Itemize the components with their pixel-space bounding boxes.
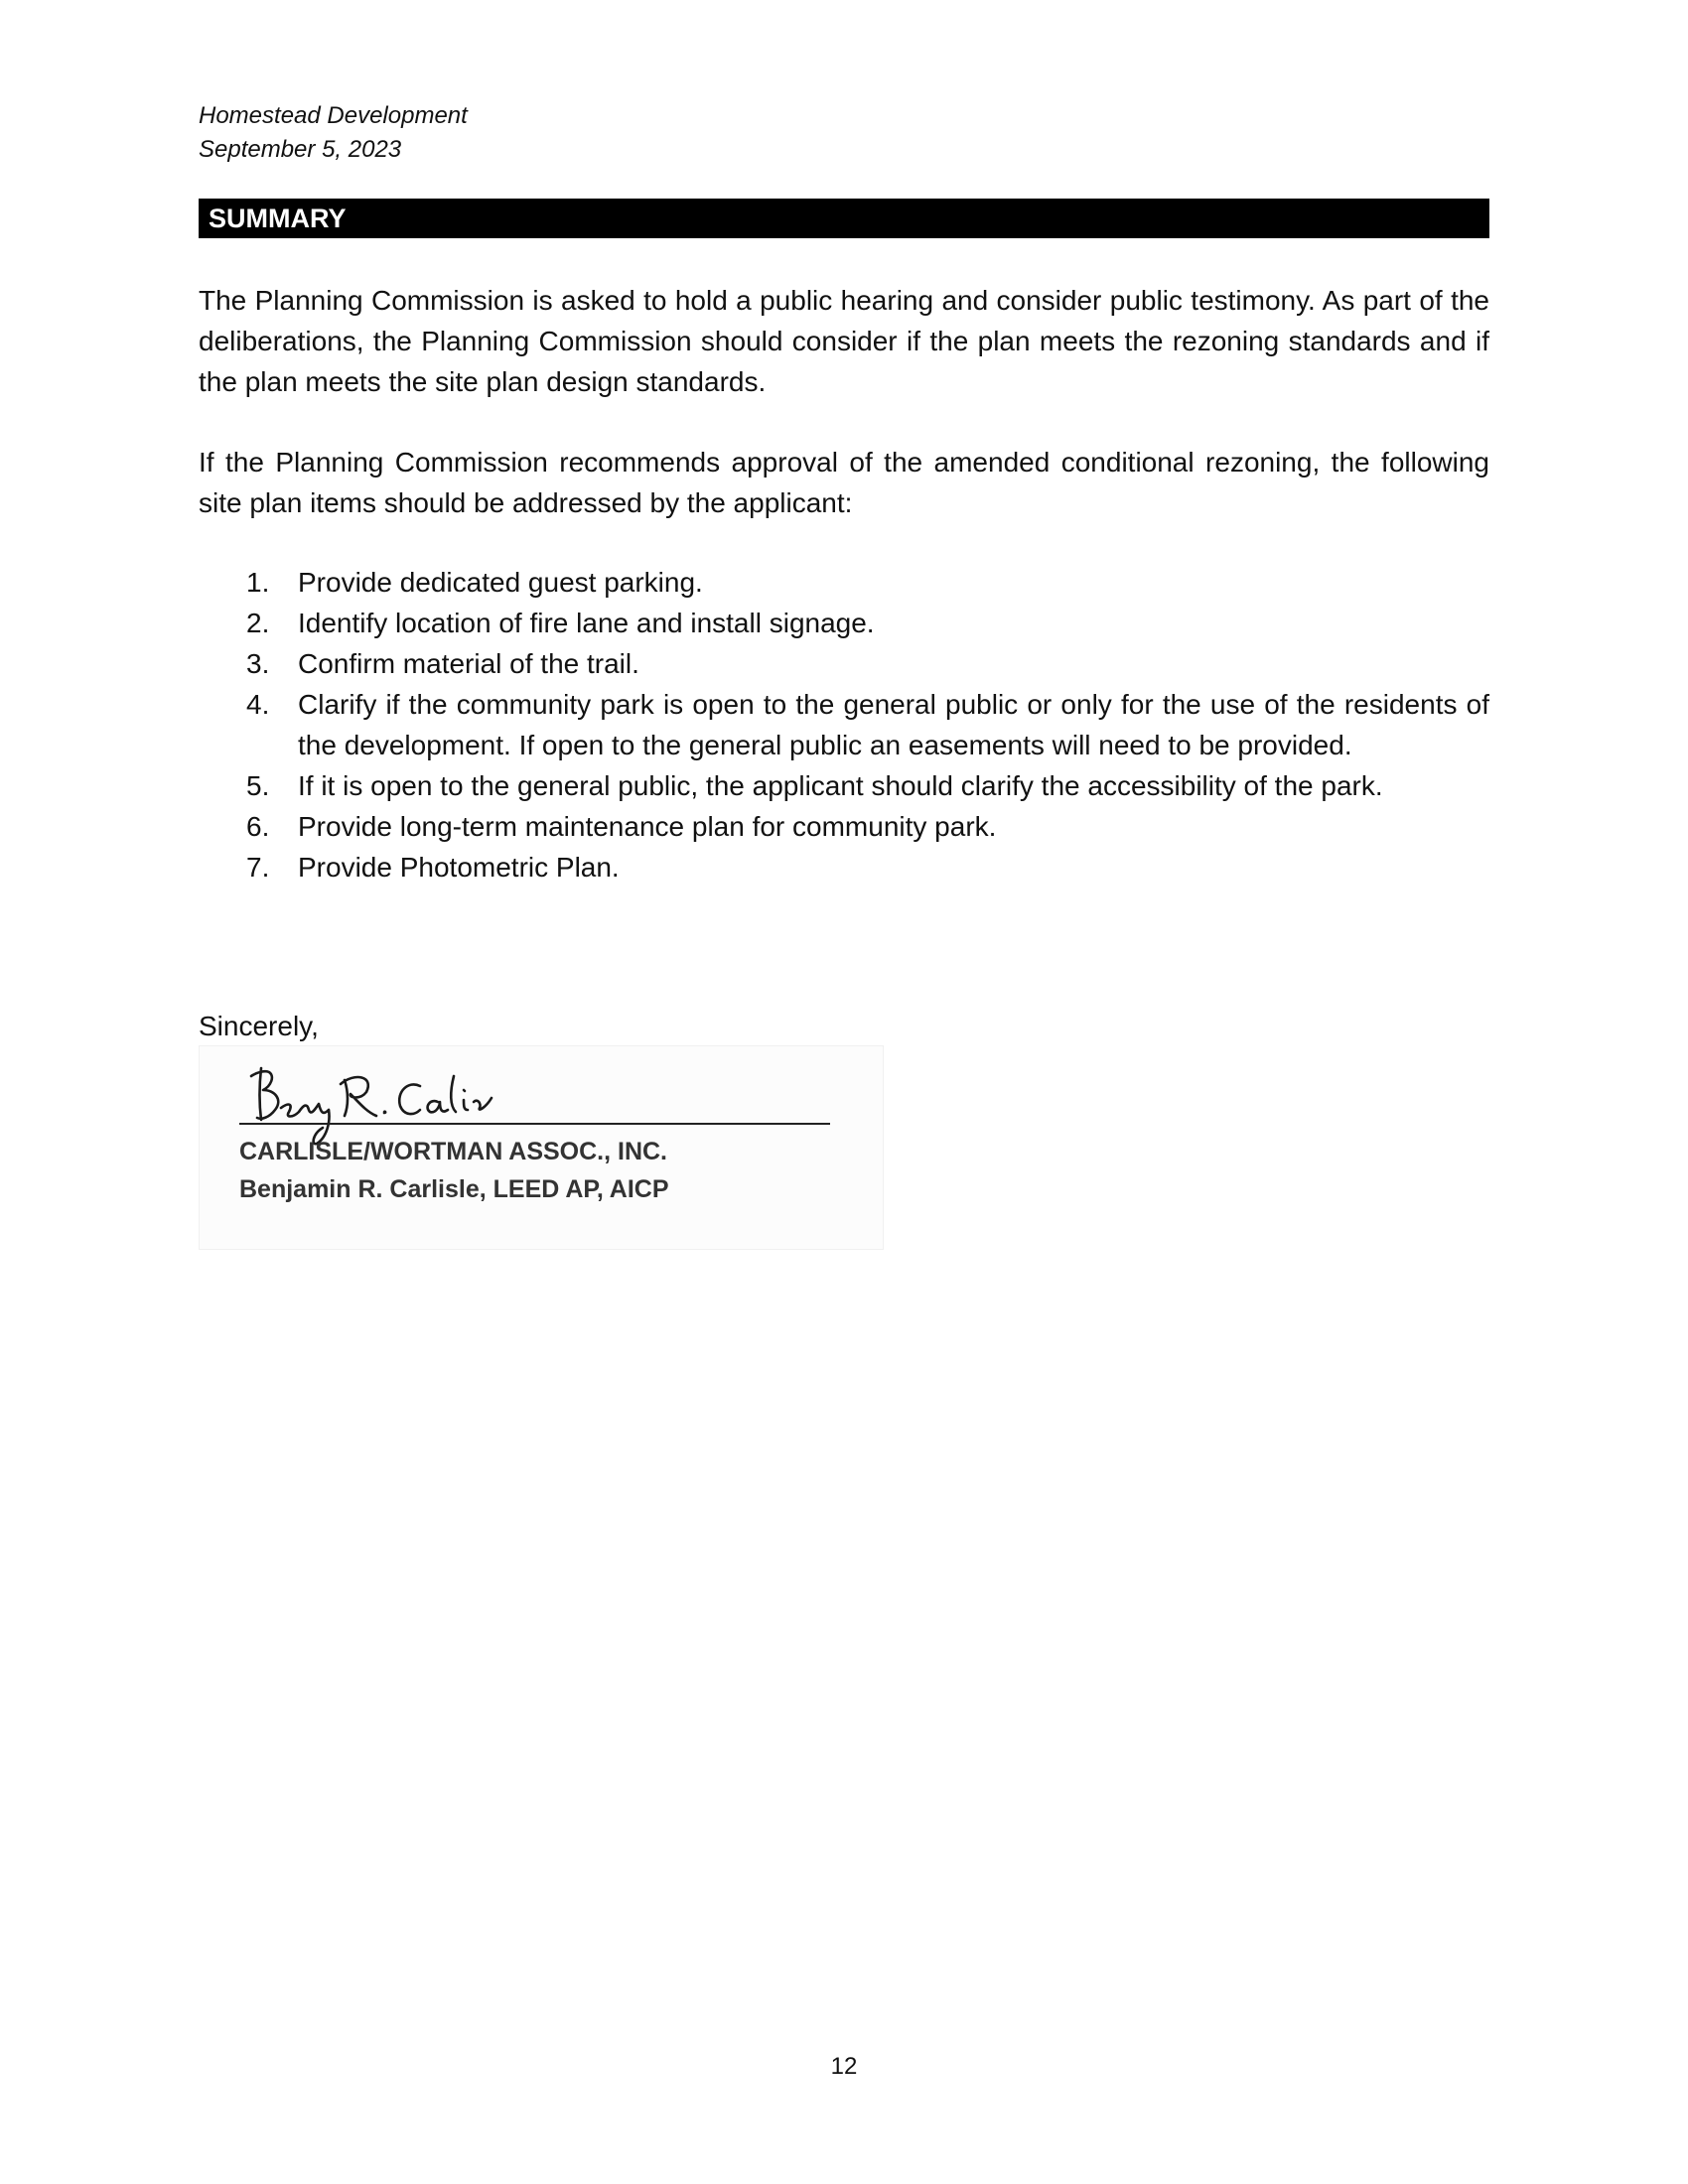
summary-paragraph: The Planning Commission is asked to hold a public hearing and consider public testimony. As part of the deliberations, the Planning Commission should consider if the plan meets the rezoning standards and if the plan meets the site plan design standards. [199, 285, 1489, 397]
list-item-text: Provide Photometric Plan. [298, 852, 620, 883]
signature-name: Benjamin R. Carlisle, LEED AP, AICP [239, 1175, 669, 1203]
list-item [199, 847, 1489, 887]
list-item [199, 684, 1489, 765]
list-item-text: Clarify if the community park is open to the general public or only for the use of the residents of the development. If open to the general public an easements will need to be provided. [298, 689, 1489, 760]
list-item-number: 4. [246, 689, 270, 720]
list-item-number: 6. [246, 811, 270, 842]
list-item-text: Provide long-term maintenance plan for community park. [298, 811, 997, 842]
list-item-number: 7. [246, 852, 270, 883]
site-plan-items-list [199, 562, 1489, 887]
closing-salutation: Sincerely, [199, 1011, 319, 1041]
list-item-number: 2. [246, 608, 270, 638]
list-item-number: 5. [246, 770, 270, 801]
signature-block [199, 1045, 884, 1250]
list-item-number: 3. [246, 648, 270, 679]
list-item-text: Confirm material of the trail. [298, 648, 639, 679]
list-item [199, 603, 1489, 643]
header-project-name: Homestead Development [199, 102, 468, 129]
list-item [199, 562, 1489, 603]
recommendation-paragraph: If the Planning Commission recommends approval of the amended conditional rezoning, the following site plan items should be addressed by the applicant: [199, 447, 1489, 518]
list-item [199, 806, 1489, 847]
header-date: September 5, 2023 [199, 136, 402, 163]
signature-company: CARLISLE/WORTMAN ASSOC., INC. [239, 1138, 668, 1165]
list-item-text: Identify location of fire lane and install signage. [298, 608, 875, 638]
page-number: 12 [830, 2053, 858, 2080]
list-item-text: If it is open to the general public, the applicant should clarify the accessibility of the park. [298, 770, 1383, 801]
list-item [199, 765, 1489, 806]
list-item-text: Provide dedicated guest parking. [298, 567, 703, 598]
signature-line [239, 1123, 830, 1125]
list-item-number: 1. [246, 567, 270, 598]
section-heading-summary: SUMMARY [199, 199, 1489, 238]
list-item [199, 643, 1489, 684]
document-header [199, 99, 468, 167]
